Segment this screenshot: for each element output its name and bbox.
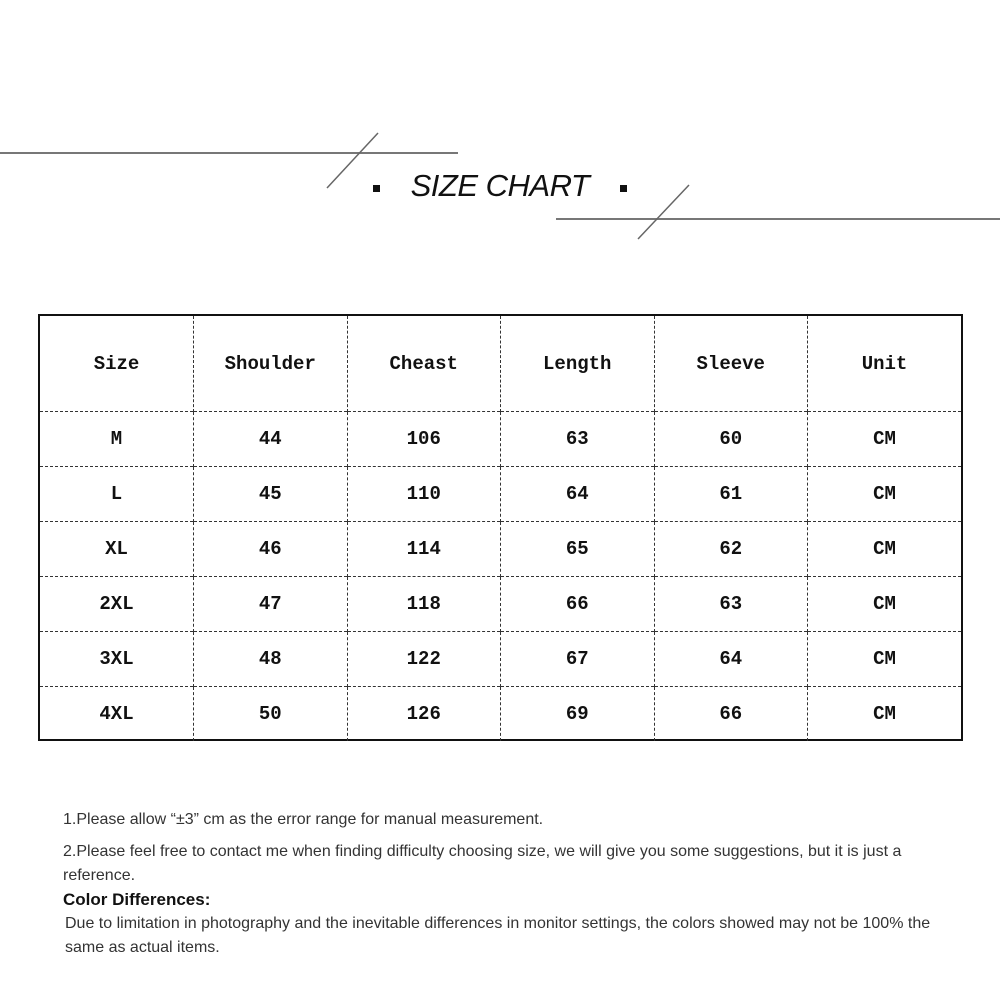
- table-cell: CM: [808, 412, 962, 467]
- table-cell: 3XL: [40, 632, 194, 687]
- column-header: Shoulder: [194, 316, 348, 412]
- table-cell: 45: [194, 467, 348, 522]
- table-cell: 4XL: [40, 687, 194, 742]
- table-row: [40, 522, 961, 577]
- table-cell: 64: [654, 632, 808, 687]
- table-cell: L: [40, 467, 194, 522]
- table-cell: CM: [808, 467, 962, 522]
- decorative-lines: [0, 0, 1000, 260]
- table-row: [40, 467, 961, 522]
- column-header: Size: [93, 352, 140, 375]
- table-cell: 44: [194, 412, 348, 467]
- table-cell: 126: [347, 687, 501, 742]
- note-contact: 2.Please feel free to contact me when finding difficulty choosing size, we will give you some suggestions, but it is just a reference.: [63, 843, 902, 884]
- table-cell: 118: [347, 577, 501, 632]
- table-cell: 66: [501, 577, 655, 632]
- table-cell: 46: [194, 522, 348, 577]
- table-cell: 63: [654, 577, 808, 632]
- table-cell: 63: [501, 412, 655, 467]
- table-cell: 69: [501, 687, 655, 742]
- table-cell: 106: [347, 412, 501, 467]
- note-measurement: 1.Please allow “±3” cm as the error range for manual measurement.: [63, 811, 544, 828]
- color-differences-text: Due to limitation in photography and the inevitable differences in monitor settings, the colors showed may not be 100% the same as actual items.: [65, 915, 931, 956]
- column-header: Sleeve: [654, 316, 808, 412]
- bullet-icon: [373, 185, 380, 192]
- title-area: [0, 168, 1000, 208]
- table-cell: 114: [347, 522, 501, 577]
- table-cell: 66: [654, 687, 808, 742]
- table-cell: CM: [808, 687, 962, 742]
- table-row: [40, 687, 961, 742]
- table-cell: CM: [808, 577, 962, 632]
- size-table: [38, 314, 963, 741]
- table-cell: 2XL: [40, 577, 194, 632]
- page-title: SIZE CHART: [410, 168, 590, 203]
- table-cell: 50: [194, 687, 348, 742]
- color-differences-heading: Color Differences:: [63, 890, 211, 909]
- table-cell: 110: [347, 467, 501, 522]
- bullet-icon: [620, 185, 627, 192]
- column-header: Cheast: [347, 316, 501, 412]
- table-row: [40, 577, 961, 632]
- table-header-row: [40, 316, 961, 412]
- table-cell: 60: [654, 412, 808, 467]
- table-cell: 48: [194, 632, 348, 687]
- notes-section: [63, 808, 943, 960]
- table-cell: CM: [808, 632, 962, 687]
- table-row: [40, 412, 961, 467]
- column-header: Length: [501, 316, 655, 412]
- table-cell: 65: [501, 522, 655, 577]
- table-cell: 61: [654, 467, 808, 522]
- table-cell: 47: [194, 577, 348, 632]
- table-cell: XL: [40, 522, 194, 577]
- table-cell: CM: [808, 522, 962, 577]
- table-cell: M: [40, 412, 194, 467]
- table-cell: 62: [654, 522, 808, 577]
- table-cell: 67: [501, 632, 655, 687]
- table-cell: 64: [501, 467, 655, 522]
- table-row: [40, 632, 961, 687]
- column-header: Unit: [808, 316, 962, 412]
- table-cell: 122: [347, 632, 501, 687]
